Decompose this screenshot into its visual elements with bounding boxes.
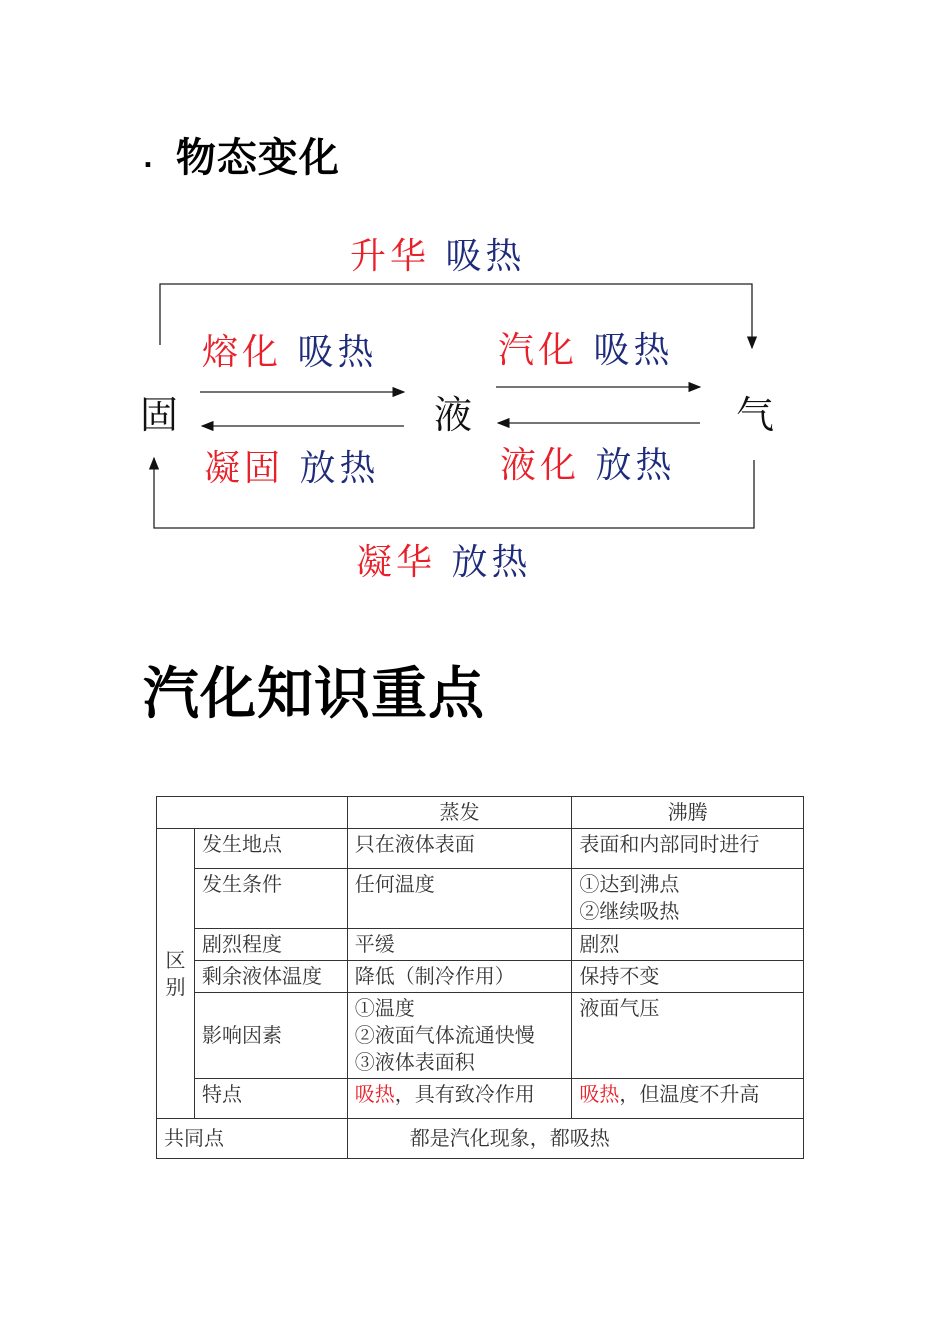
cell-line: ①温度 — [354, 996, 415, 1020]
highlight-text: 吸热 — [579, 1082, 620, 1106]
cell-line: ①达到沸点 — [579, 872, 680, 896]
cell-evap — [347, 1079, 572, 1119]
cell-text: ，具有致冷作用 — [394, 1082, 535, 1106]
sublimation-label — [350, 228, 525, 279]
state-gas: 气 — [736, 393, 775, 437]
row-label: 影响因素 — [194, 993, 347, 1079]
cell-common: 都是汽化现象，都吸热 — [347, 1119, 803, 1159]
liquefaction-label — [500, 437, 675, 488]
row-label: 发生地点 — [194, 829, 347, 869]
melting-label — [202, 324, 377, 375]
table-row — [157, 993, 804, 1079]
sublimation-name: 升华 — [350, 236, 431, 277]
row-label-common: 共同点 — [157, 1119, 348, 1159]
table-row — [157, 1079, 804, 1119]
deposition-label — [356, 534, 531, 585]
cell-line: ②液面气体流通快慢 — [354, 1023, 535, 1047]
deposition-heat: 放热 — [451, 542, 532, 583]
solidification-name: 凝固 — [204, 448, 285, 489]
cell-evap: 任何温度 — [347, 869, 572, 929]
liquefaction-heat: 放热 — [595, 445, 676, 486]
state-solid: 固 — [140, 393, 179, 437]
vaporization-name: 汽化 — [498, 330, 579, 371]
table-corner-cell — [157, 797, 348, 829]
row-label: 发生条件 — [194, 869, 347, 929]
table-row-common — [157, 1119, 804, 1159]
melting-heat: 吸热 — [297, 332, 378, 373]
header-evaporation: 蒸发 — [347, 797, 572, 829]
table-header-row — [157, 797, 804, 829]
table-row — [157, 961, 804, 993]
cell-boil: 表面和内部同时进行 — [572, 829, 804, 869]
cell-evap: 只在液体表面 — [347, 829, 572, 869]
cell-boil: 液面气压 — [572, 993, 804, 1079]
cell-line: ②继续吸热 — [579, 899, 680, 923]
row-label: 特点 — [194, 1079, 347, 1119]
state-change-diagram — [0, 0, 950, 620]
table-row — [157, 929, 804, 961]
group-label-difference: 区别 — [157, 829, 195, 1119]
cell-evap: 平缓 — [347, 929, 572, 961]
vaporization-heat: 吸热 — [593, 330, 674, 371]
cell-boil — [572, 869, 804, 929]
section-marker: . — [143, 144, 154, 174]
cell-evap — [347, 993, 572, 1079]
solidification-heat: 放热 — [299, 448, 380, 489]
cell-boil: 保持不变 — [572, 961, 804, 993]
deposition-name: 凝华 — [356, 542, 437, 583]
melting-name: 熔化 — [202, 332, 283, 373]
highlight-text: 吸热 — [354, 1082, 395, 1106]
cell-boil: 剧烈 — [572, 929, 804, 961]
cell-boil — [572, 1079, 804, 1119]
row-label: 剩余液体温度 — [194, 961, 347, 993]
header-boiling: 沸腾 — [572, 797, 804, 829]
diagram-arrows — [0, 0, 950, 620]
solidification-label — [204, 440, 379, 491]
section-title-text: 物态变化 — [175, 135, 340, 181]
cell-evap: 降低（制冷作用） — [347, 961, 572, 993]
comparison-table — [156, 796, 804, 1159]
state-liquid: 液 — [434, 393, 473, 437]
vaporization-label — [498, 322, 673, 373]
section-title-vaporization: 汽化知识重点 — [143, 662, 485, 727]
liquefaction-name: 液化 — [500, 445, 581, 486]
cell-text: ，但温度不升高 — [619, 1082, 760, 1106]
sublimation-heat: 吸热 — [445, 236, 526, 277]
table-row — [157, 829, 804, 869]
table-row — [157, 869, 804, 929]
row-label: 剧烈程度 — [194, 929, 347, 961]
cell-line: ③液体表面积 — [354, 1050, 475, 1074]
